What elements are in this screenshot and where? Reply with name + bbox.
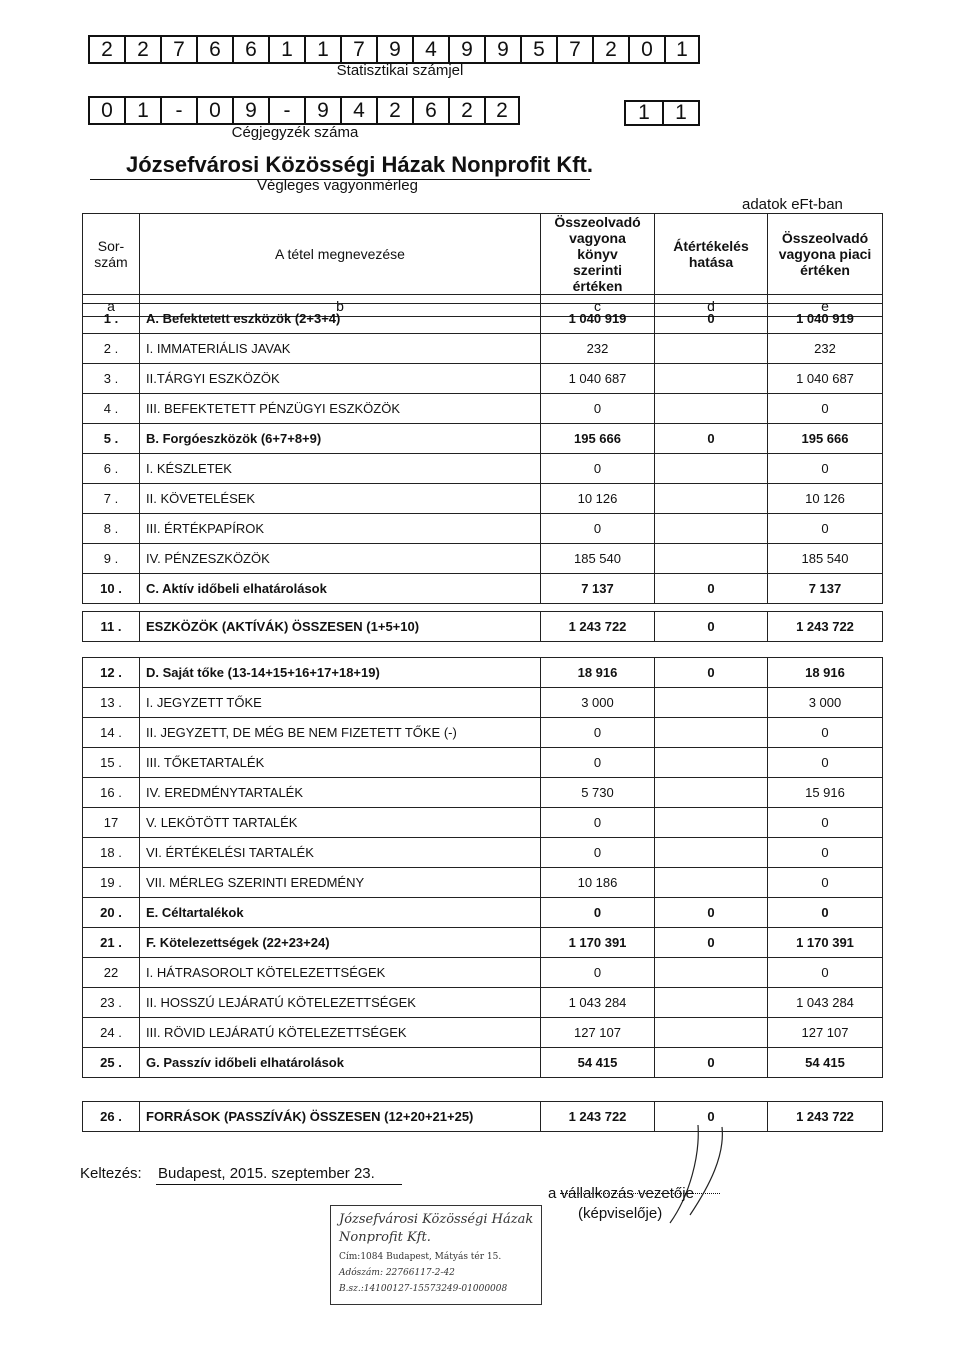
- reg-code-extra-boxes: [624, 100, 700, 126]
- row-market-value: 7 137: [768, 574, 883, 604]
- row-market-value: 15 916: [768, 778, 883, 808]
- code-digit-box: -: [160, 96, 196, 125]
- row-number: 2 .: [83, 334, 140, 364]
- row-name: II. JEGYZETT, DE MÉG BE NEM FIZETETT TŐKE (-): [140, 718, 541, 748]
- row-book-value: 195 666: [541, 424, 655, 454]
- row-book-value: 127 107: [541, 1018, 655, 1048]
- row-number: 7 .: [83, 484, 140, 514]
- row-reval-value: 0: [655, 612, 768, 642]
- row-reval-value: 0: [655, 304, 768, 334]
- row-market-value: 1 043 284: [768, 988, 883, 1018]
- row-number: 3 .: [83, 364, 140, 394]
- row-number: 24 .: [83, 1018, 140, 1048]
- row-name: III. BEFEKTETETT PÉNZÜGYI ESZKÖZÖK: [140, 394, 541, 424]
- row-name: G. Passzív időbeli elhatárolások: [140, 1048, 541, 1078]
- table-row: [83, 424, 883, 454]
- row-market-value: 0: [768, 718, 883, 748]
- row-book-value: 0: [541, 454, 655, 484]
- row-book-value: 5 730: [541, 778, 655, 808]
- row-reval-value: [655, 868, 768, 898]
- col-letter-d: d: [655, 295, 768, 317]
- row-name: II. KÖVETELÉSEK: [140, 484, 541, 514]
- row-reval-value: [655, 394, 768, 424]
- row-reval-value: 0: [655, 928, 768, 958]
- row-number: 21 .: [83, 928, 140, 958]
- table-row: [83, 514, 883, 544]
- code-digit-box: 1: [124, 96, 160, 125]
- row-market-value: 1 040 919: [768, 304, 883, 334]
- table-row: [83, 958, 883, 988]
- row-reval-value: 0: [655, 1048, 768, 1078]
- code-digit-box: 5: [520, 35, 556, 64]
- code-digit-box: -: [268, 96, 304, 125]
- row-number: 14 .: [83, 718, 140, 748]
- code-digit-box: 1: [268, 35, 304, 64]
- document-subtitle: Végleges vagyonmérleg: [257, 177, 418, 194]
- row-reval-value: 0: [655, 574, 768, 604]
- row-book-value: 1 243 722: [541, 612, 655, 642]
- row-book-value: 232: [541, 334, 655, 364]
- col-header-sor: Sor- szám: [83, 214, 140, 295]
- row-number: 13 .: [83, 688, 140, 718]
- table-row: [83, 748, 883, 778]
- row-market-value: 0: [768, 958, 883, 988]
- col-letter-b: b: [140, 295, 541, 317]
- code-digit-box: 2: [484, 96, 520, 125]
- row-reval-value: [655, 334, 768, 364]
- code-digit-box: 0: [88, 96, 124, 125]
- code-digit-box: 0: [628, 35, 664, 64]
- row-number: 10 .: [83, 574, 140, 604]
- row-reval-value: [655, 778, 768, 808]
- row-book-value: 0: [541, 808, 655, 838]
- liabilities-total-table: [82, 1101, 883, 1132]
- row-reval-value: 0: [655, 1102, 768, 1132]
- row-number: 22: [83, 958, 140, 988]
- code-digit-box: 6: [196, 35, 232, 64]
- code-digit-box: 9: [484, 35, 520, 64]
- col-header-name: A tétel megnevezése: [140, 214, 541, 295]
- table-row: [83, 304, 883, 334]
- row-market-value: 10 126: [768, 484, 883, 514]
- stamp-line-5: B.sz.:14100127-15573249-01000008: [339, 1284, 508, 1294]
- row-reval-value: [655, 364, 768, 394]
- row-name: C. Aktív időbeli elhatárolások: [140, 574, 541, 604]
- reg-code-caption: Cégjegyzék száma: [231, 124, 359, 141]
- table-row: [83, 928, 883, 958]
- row-number: 16 .: [83, 778, 140, 808]
- reg-code-boxes: [88, 96, 520, 125]
- col-header-reval: Átértékelés hatása: [655, 214, 768, 295]
- code-digit-box: 2: [376, 96, 412, 125]
- code-digit-box: 2: [592, 35, 628, 64]
- code-digit-box: 6: [412, 96, 448, 125]
- code-digit-box: 1: [304, 35, 340, 64]
- row-name: I. JEGYZETT TŐKE: [140, 688, 541, 718]
- row-book-value: 18 916: [541, 658, 655, 688]
- row-reval-value: [655, 748, 768, 778]
- row-reval-value: 0: [655, 898, 768, 928]
- row-market-value: 127 107: [768, 1018, 883, 1048]
- code-digit-box: 4: [412, 35, 448, 64]
- row-book-value: 54 415: [541, 1048, 655, 1078]
- code-digit-box: 1: [662, 100, 700, 126]
- row-reval-value: [655, 958, 768, 988]
- row-number: 9 .: [83, 544, 140, 574]
- row-reval-value: [655, 544, 768, 574]
- row-market-value: 3 000: [768, 688, 883, 718]
- company-title: Józsefvárosi Közösségi Házak Nonprofit Kft.: [126, 152, 593, 177]
- row-market-value: 54 415: [768, 1048, 883, 1078]
- row-market-value: 0: [768, 898, 883, 928]
- code-digit-box: 7: [556, 35, 592, 64]
- table-row: [83, 868, 883, 898]
- col-letter-c: c: [541, 295, 655, 317]
- table-row: [83, 484, 883, 514]
- row-book-value: 0: [541, 514, 655, 544]
- row-reval-value: 0: [655, 658, 768, 688]
- row-market-value: 0: [768, 748, 883, 778]
- row-number: 17: [83, 808, 140, 838]
- signer-subtitle: (képviselője): [578, 1205, 663, 1222]
- row-book-value: 0: [541, 718, 655, 748]
- row-name: FORRÁSOK (PASSZÍVÁK) ÖSSZESEN (12+20+21+25): [140, 1102, 541, 1132]
- code-digit-box: 9: [376, 35, 412, 64]
- row-market-value: 195 666: [768, 424, 883, 454]
- row-book-value: 0: [541, 394, 655, 424]
- table-row: [83, 658, 883, 688]
- row-number: 6 .: [83, 454, 140, 484]
- code-digit-box: 1: [624, 100, 662, 126]
- row-market-value: 185 540: [768, 544, 883, 574]
- units-note: adatok eFt-ban: [742, 196, 843, 213]
- table-row: [83, 574, 883, 604]
- row-number: 4 .: [83, 394, 140, 424]
- code-digit-box: 9: [304, 96, 340, 125]
- row-name: VI. ÉRTÉKELÉSI TARTALÉK: [140, 838, 541, 868]
- row-name: IV. EREDMÉNYTARTALÉK: [140, 778, 541, 808]
- code-digit-box: 6: [232, 35, 268, 64]
- row-name: I. HÁTRASOROLT KÖTELEZETTSÉGEK: [140, 958, 541, 988]
- stamp-line-2: Nonprofit Kft.: [339, 1230, 431, 1245]
- row-name: VII. MÉRLEG SZERINTI EREDMÉNY: [140, 868, 541, 898]
- row-market-value: 0: [768, 868, 883, 898]
- row-name: A. Befektetett eszközök (2+3+4): [140, 304, 541, 334]
- row-market-value: 0: [768, 454, 883, 484]
- row-book-value: 1 040 919: [541, 304, 655, 334]
- row-name: I. KÉSZLETEK: [140, 454, 541, 484]
- row-reval-value: [655, 454, 768, 484]
- row-reval-value: [655, 688, 768, 718]
- date-underline: [156, 1184, 402, 1185]
- row-name: E. Céltartalékok: [140, 898, 541, 928]
- stat-code-caption: Statisztikai számjel: [336, 62, 464, 79]
- col-header-market: Összeolvadó vagyona piaci értéken: [768, 214, 883, 295]
- row-number: 20 .: [83, 898, 140, 928]
- row-name: B. Forgóeszközök (6+7+8+9): [140, 424, 541, 454]
- table-row: [83, 394, 883, 424]
- row-number: 1 .: [83, 304, 140, 334]
- table-row: [83, 988, 883, 1018]
- row-market-value: 1 243 722: [768, 1102, 883, 1132]
- row-name: I. IMMATERIÁLIS JAVAK: [140, 334, 541, 364]
- table-row: [83, 778, 883, 808]
- liabilities-table: [82, 657, 883, 1078]
- table-row: [83, 364, 883, 394]
- code-digit-box: 4: [340, 96, 376, 125]
- row-book-value: 1 040 687: [541, 364, 655, 394]
- code-digit-box: 0: [196, 96, 232, 125]
- row-reval-value: [655, 718, 768, 748]
- code-digit-box: 7: [340, 35, 376, 64]
- row-market-value: 1 040 687: [768, 364, 883, 394]
- row-book-value: 0: [541, 748, 655, 778]
- row-reval-value: 0: [655, 424, 768, 454]
- stamp-line-4: Adószám: 22766117-2-42: [339, 1268, 455, 1278]
- row-market-value: 1 170 391: [768, 928, 883, 958]
- row-name: IV. PÉNZESZKÖZÖK: [140, 544, 541, 574]
- row-number: 25 .: [83, 1048, 140, 1078]
- row-book-value: 0: [541, 898, 655, 928]
- row-book-value: 1 043 284: [541, 988, 655, 1018]
- row-number: 26 .: [83, 1102, 140, 1132]
- row-reval-value: [655, 484, 768, 514]
- row-reval-value: [655, 1018, 768, 1048]
- row-reval-value: [655, 988, 768, 1018]
- assets-total-table: [82, 611, 883, 642]
- row-book-value: 185 540: [541, 544, 655, 574]
- row-reval-value: [655, 514, 768, 544]
- row-reval-value: [655, 838, 768, 868]
- row-name: F. Kötelezettségek (22+23+24): [140, 928, 541, 958]
- balance-header: [82, 213, 883, 317]
- table-row: [83, 1018, 883, 1048]
- table-row: [83, 334, 883, 364]
- table-row: [83, 688, 883, 718]
- row-book-value: 1 243 722: [541, 1102, 655, 1132]
- row-book-value: 0: [541, 958, 655, 988]
- date-value: Budapest, 2015. szeptember 23.: [158, 1165, 375, 1182]
- row-number: 5 .: [83, 424, 140, 454]
- row-number: 11 .: [83, 612, 140, 642]
- signer-title: a vállalkozás vezetője: [548, 1185, 694, 1202]
- company-stamp: [330, 1205, 542, 1305]
- row-number: 12 .: [83, 658, 140, 688]
- code-digit-box: 2: [88, 35, 124, 64]
- liabilities-total-row: [83, 1102, 883, 1132]
- assets-table: [82, 303, 883, 604]
- code-digit-box: 2: [124, 35, 160, 64]
- code-digit-box: 9: [232, 96, 268, 125]
- table-row: [83, 898, 883, 928]
- row-book-value: 10 186: [541, 868, 655, 898]
- row-number: 18 .: [83, 838, 140, 868]
- row-market-value: 0: [768, 514, 883, 544]
- row-market-value: 232: [768, 334, 883, 364]
- row-market-value: 0: [768, 838, 883, 868]
- col-letter-e: e: [768, 295, 883, 317]
- row-book-value: 10 126: [541, 484, 655, 514]
- row-name: III. ÉRTÉKPAPÍROK: [140, 514, 541, 544]
- table-row: [83, 808, 883, 838]
- code-digit-box: 9: [448, 35, 484, 64]
- row-name: D. Saját tőke (13-14+15+16+17+18+19): [140, 658, 541, 688]
- row-market-value: 18 916: [768, 658, 883, 688]
- row-market-value: 0: [768, 808, 883, 838]
- table-row: [83, 544, 883, 574]
- stamp-line-3: Cím:1084 Budapest, Mátyás tér 15.: [339, 1252, 502, 1262]
- assets-total-row: [83, 612, 883, 642]
- row-book-value: 7 137: [541, 574, 655, 604]
- stat-code-boxes: [88, 35, 700, 64]
- row-number: 23 .: [83, 988, 140, 1018]
- row-market-value: 1 243 722: [768, 612, 883, 642]
- row-number: 8 .: [83, 514, 140, 544]
- row-market-value: 0: [768, 394, 883, 424]
- code-digit-box: 1: [664, 35, 700, 64]
- row-reval-value: [655, 808, 768, 838]
- row-number: 15 .: [83, 748, 140, 778]
- row-number: 19 .: [83, 868, 140, 898]
- table-row: [83, 1048, 883, 1078]
- row-name: II.TÁRGYI ESZKÖZÖK: [140, 364, 541, 394]
- col-letter-a: a: [83, 295, 140, 317]
- stamp-line-1: Józsefvárosi Közösségi Házak: [339, 1212, 534, 1227]
- date-label: Keltezés:: [80, 1165, 142, 1182]
- code-digit-box: 7: [160, 35, 196, 64]
- row-name: II. HOSSZÚ LEJÁRATÚ KÖTELEZETTSÉGEK: [140, 988, 541, 1018]
- row-book-value: 1 170 391: [541, 928, 655, 958]
- row-name: III. RÖVID LEJÁRATÚ KÖTELEZETTSÉGEK: [140, 1018, 541, 1048]
- table-row: [83, 838, 883, 868]
- row-book-value: 3 000: [541, 688, 655, 718]
- table-row: [83, 718, 883, 748]
- table-row: [83, 454, 883, 484]
- row-name: III. TŐKETARTALÉK: [140, 748, 541, 778]
- row-name: V. LEKÖTÖTT TARTALÉK: [140, 808, 541, 838]
- row-book-value: 0: [541, 838, 655, 868]
- code-digit-box: 2: [448, 96, 484, 125]
- row-name: ESZKÖZÖK (AKTÍVÁK) ÖSSZESEN (1+5+10): [140, 612, 541, 642]
- col-header-book: Összeolvadó vagyona könyv szerinti értéken: [541, 214, 655, 295]
